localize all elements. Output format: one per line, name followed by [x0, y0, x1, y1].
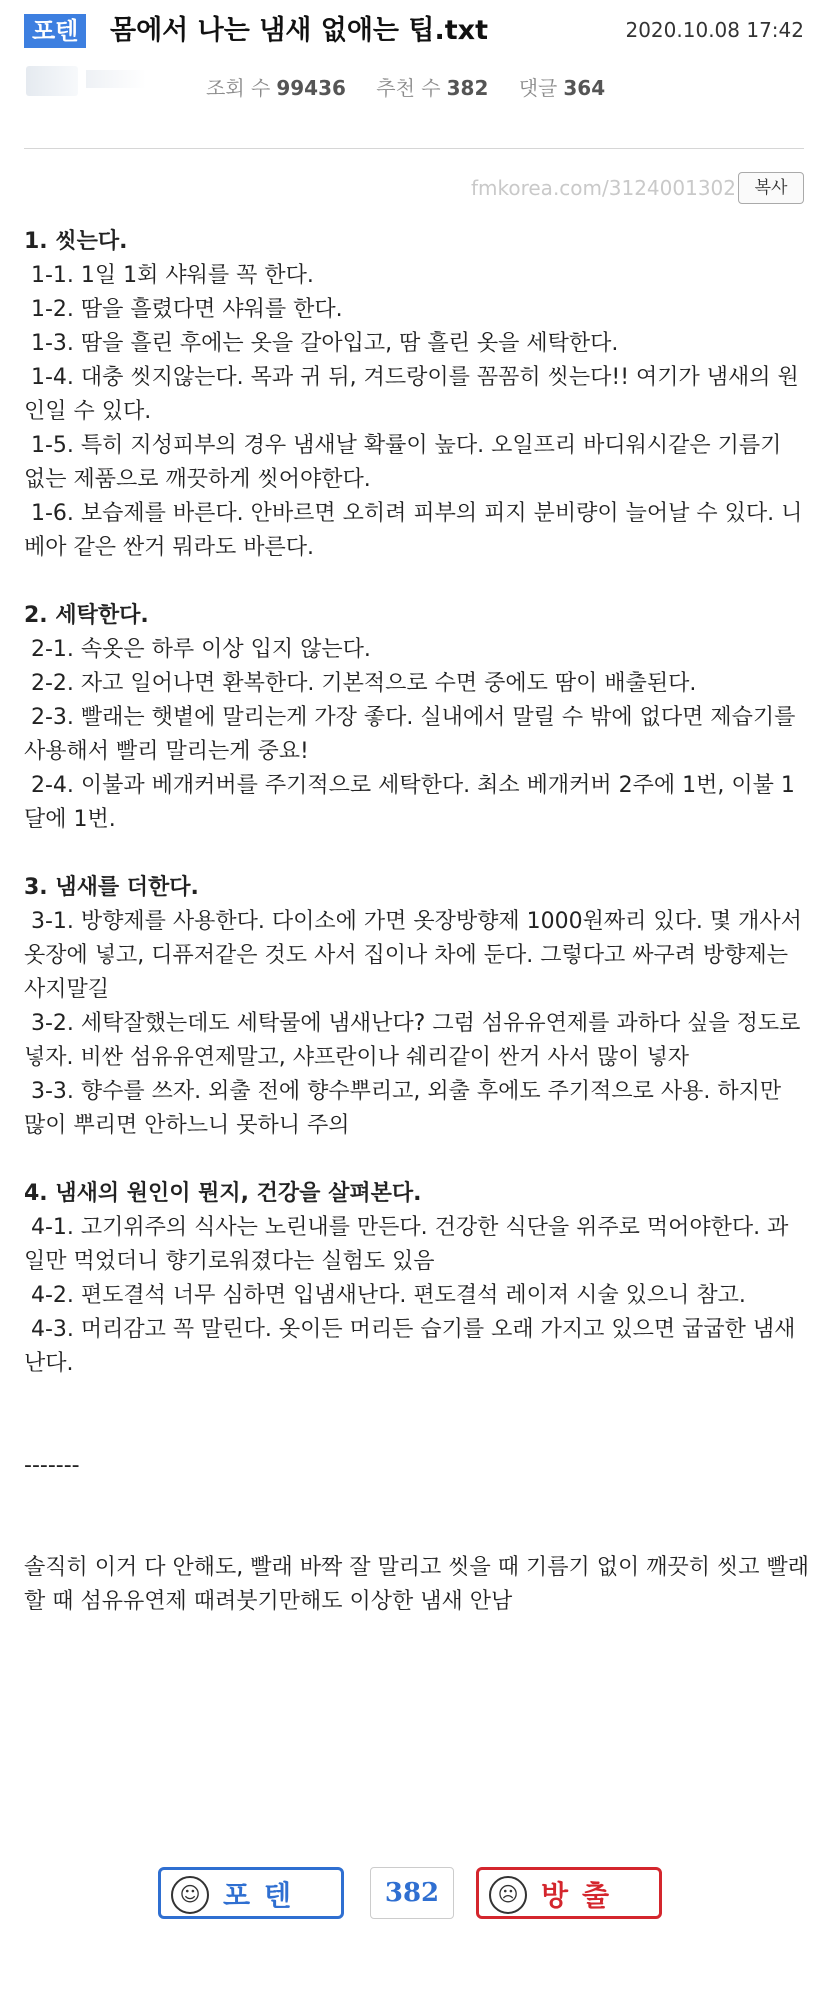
category-badge[interactable]: 포텐: [24, 14, 86, 48]
post-date: 2020.10.08 17:42: [625, 18, 804, 42]
paragraph-spacer: [24, 837, 809, 871]
paragraph-spacer: [24, 1415, 809, 1449]
thumbs-down-face-icon: ☹: [489, 1876, 527, 1914]
body-line: 1-5. 특히 지성피부의 경우 냄새날 확률이 높다. 오일프리 바디워시같은 기름기 없는 제품으로 깨끗하게 씻어야한다.: [24, 433, 789, 492]
section-heading: 1. 씻는다.: [24, 229, 128, 254]
paragraph-spacer: [24, 1143, 809, 1177]
body-line: 1-2. 땀을 흘렸다면 샤워를 한다.: [24, 297, 343, 322]
body-line: 2-3. 빨래는 햇볕에 말리는게 가장 좋다. 실내에서 말릴 수 밖에 없다면 제습기를 사용해서 빨리 말리는게 중요!: [24, 705, 803, 764]
vote-bar: [0, 1867, 828, 1919]
body-line: 3-1. 방향제를 사용한다. 다이소에 가면 옷장방향제 1000원짜리 있다. 몇 개사서 옷장에 넣고, 디퓨저같은 것도 사서 집이나 차에 둔다. 그렇다고 싸구려 방향제는 사지말길: [24, 909, 809, 1002]
header-divider: [24, 148, 804, 149]
section-heading: 4. 냄새의 원인이 뭔지, 건강을 살펴본다.: [24, 1181, 422, 1206]
recommend-label: 추천 수: [376, 76, 441, 100]
body-line: 1-6. 보습제를 바른다. 안바르면 오히려 피부의 피지 분비량이 늘어날 수 있다. 니베아 같은 싼거 뭐라도 바른다.: [24, 501, 803, 560]
upvote-button[interactable]: [158, 1867, 344, 1919]
comments-label: 댓글: [518, 76, 558, 100]
body-line: 2-4. 이불과 베개커버를 주기적으로 세탁한다. 최소 베개커버 2주에 1번, 이불 1달에 1번.: [24, 773, 795, 832]
paragraph-spacer: [24, 565, 809, 599]
section-heading: 3. 냄새를 더한다.: [24, 875, 199, 900]
paragraph-spacer: [24, 1517, 809, 1551]
body-line: 2-1. 속옷은 하루 이상 입지 않는다.: [24, 637, 371, 662]
avatar[interactable]: [26, 66, 78, 96]
post-title[interactable]: 몸에서 나는 냄새 없애는 팁.txt: [110, 15, 488, 46]
paragraph-spacer: [24, 1483, 809, 1517]
downvote-button[interactable]: [476, 1867, 662, 1919]
thumbs-up-face-icon: ☺: [171, 1876, 209, 1914]
recommend-count: 382: [446, 76, 489, 100]
copy-url-button[interactable]: 복사: [738, 172, 804, 204]
body-line: 4-3. 머리감고 꼭 말린다. 옷이든 머리든 습기를 오래 가지고 있으면 굽굽한 냄새난다.: [24, 1317, 796, 1376]
vote-count: 382: [370, 1867, 454, 1919]
post-stats: [206, 72, 629, 101]
author-row: [24, 62, 804, 102]
section-heading: 2. 세탁한다.: [24, 603, 149, 628]
body-line: 3-3. 향수를 쓰자. 외출 전에 향수뿌리고, 외출 후에도 주기적으로 사용. 하지만 많이 뿌리면 안하느니 못하니 주의: [24, 1079, 789, 1138]
views-count: 99436: [276, 76, 346, 100]
body-line: 3-2. 세탁잘했는데도 세탁물에 냄새난다? 그럼 섬유유연제를 과하다 싶을 정도로 넣자. 비싼 섬유유연제말고, 샤프란이나 쉐리같이 싼거 사서 많이 넣자: [24, 1011, 808, 1070]
post-header: [24, 10, 804, 54]
comments-count[interactable]: 364: [563, 76, 606, 100]
body-line: -------: [24, 1453, 80, 1478]
post-url[interactable]: fmkorea.com/3124001302: [470, 176, 736, 200]
paragraph-spacer: [24, 1381, 809, 1415]
body-line: 솔직히 이거 다 안해도, 빨래 바짝 잘 말리고 씻을 때 기름기 없이 깨끗히 씻고 빨래할 때 섬유유연제 때려붓기만해도 이상한 냄새 안남: [24, 1555, 809, 1614]
body-line: 4-2. 편도결석 너무 심하면 입냄새난다. 편도결석 레이져 시술 있으니 참고.: [24, 1283, 746, 1308]
body-line: 4-1. 고기위주의 식사는 노린내를 만든다. 건강한 식단을 위주로 먹어야한다. 과일만 먹었더니 향기로워졌다는 실험도 있음: [24, 1215, 789, 1274]
body-line: 1-3. 땀을 흘린 후에는 옷을 갈아입고, 땀 흘린 옷을 세탁한다.: [24, 331, 619, 356]
body-line: 1-4. 대충 씻지않는다. 목과 귀 뒤, 겨드랑이를 꼼꼼히 씻는다!! 여기가 냄새의 원인일 수 있다.: [24, 365, 799, 424]
author-nickname[interactable]: [86, 70, 146, 88]
upvote-label: 포텐: [223, 1879, 306, 1912]
body-line: 1-1. 1일 1회 샤워를 꼭 한다.: [24, 263, 314, 288]
downvote-label: 방출: [541, 1879, 624, 1912]
post-body: [24, 225, 809, 1619]
views-label: 조회 수: [206, 76, 271, 100]
url-row: [24, 170, 804, 210]
body-line: 2-2. 자고 일어나면 환복한다. 기본적으로 수면 중에도 땀이 배출된다.: [24, 671, 697, 696]
